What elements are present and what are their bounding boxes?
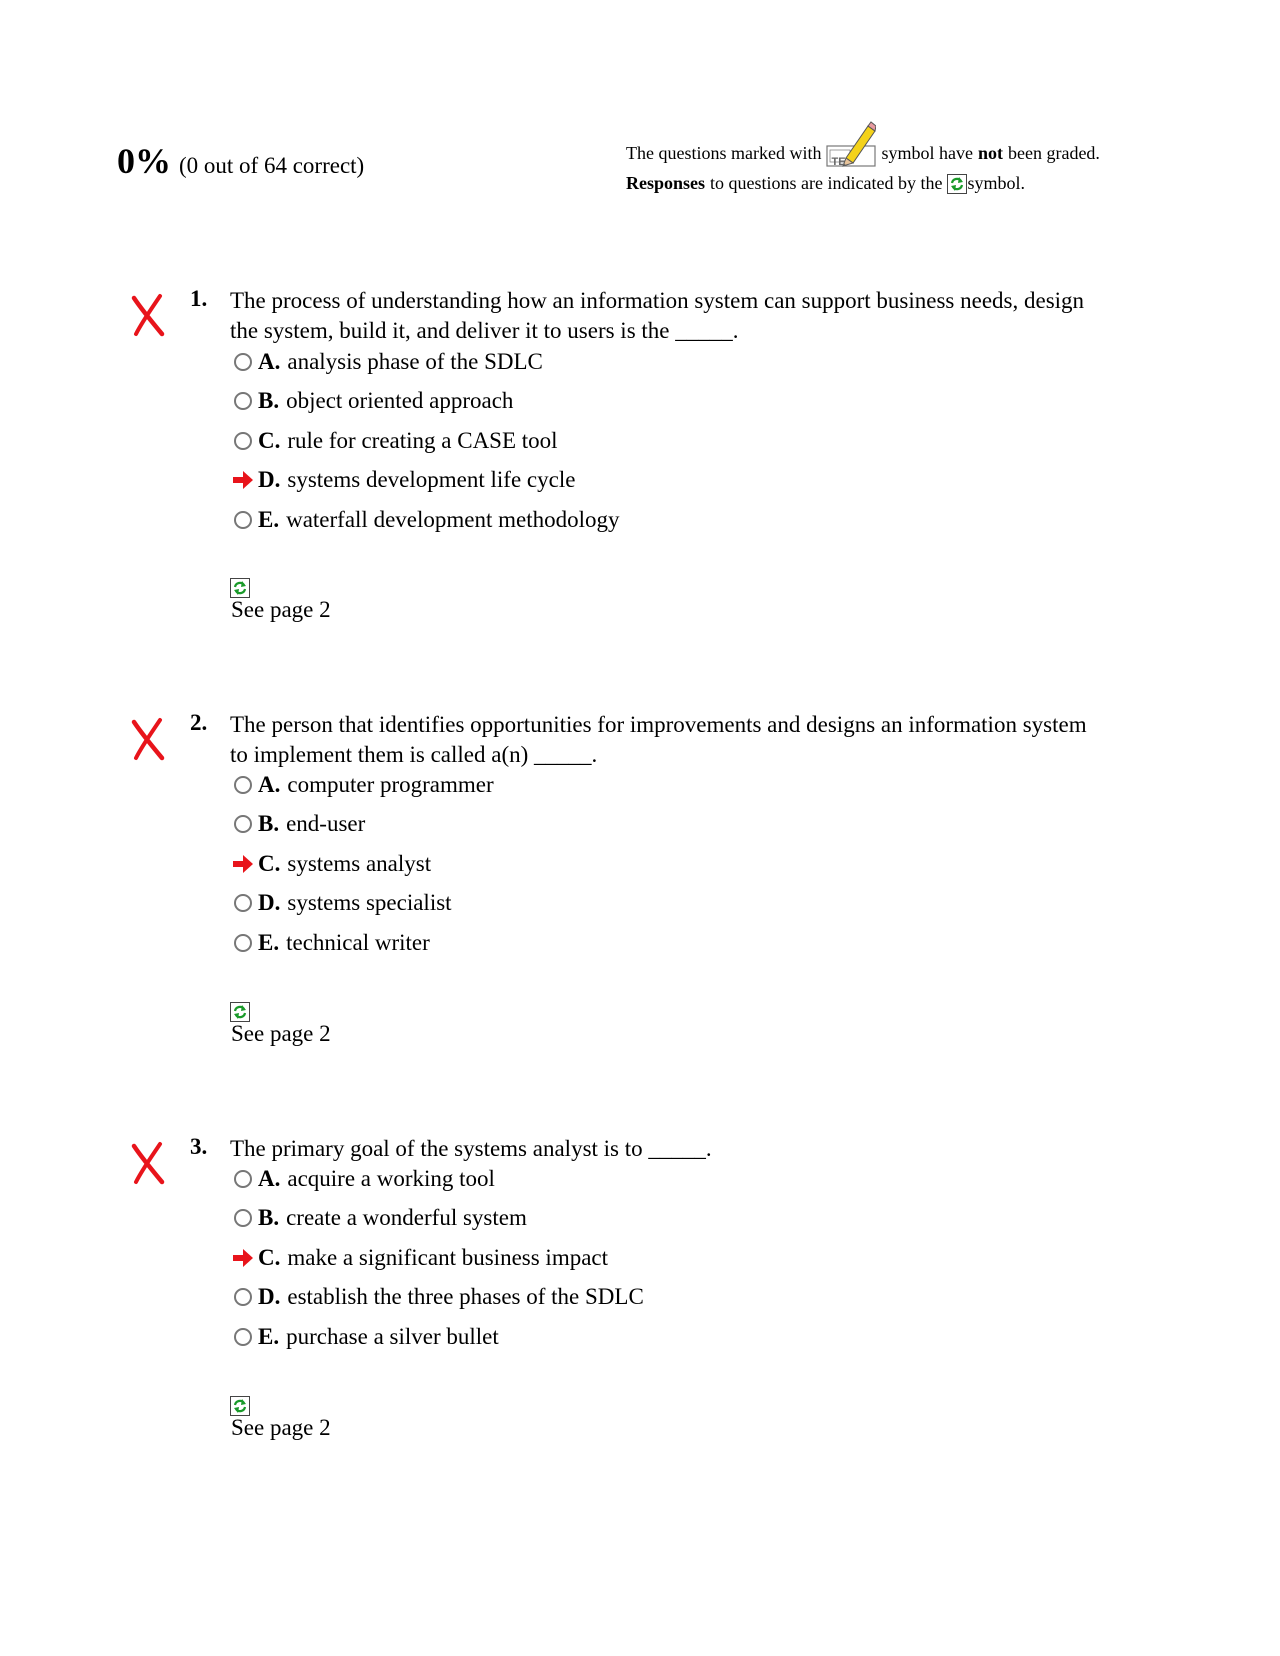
legend-line-ungraded xyxy=(626,120,1100,168)
radio-icon xyxy=(232,430,254,452)
wrong-x-icon xyxy=(128,292,168,338)
response-text: See page 2 xyxy=(231,597,331,622)
option-letter: C. xyxy=(258,1244,281,1270)
legend-text-bold: Responses xyxy=(626,173,706,193)
option-letter: D. xyxy=(258,890,281,916)
answer-option-e xyxy=(232,1317,644,1357)
response-icon xyxy=(230,1396,250,1416)
response-icon xyxy=(230,1002,250,1022)
answer-option-e xyxy=(232,923,494,963)
option-text: purchase a silver bullet xyxy=(286,1323,499,1349)
option-letter: E. xyxy=(258,506,280,532)
answer-options xyxy=(232,1159,644,1357)
answer-option-a xyxy=(232,1159,644,1199)
grading-legend xyxy=(626,120,1100,198)
arrow-right-icon xyxy=(232,853,254,875)
radio-icon xyxy=(232,509,254,531)
answer-option-d xyxy=(232,884,494,924)
answer-option-b xyxy=(232,805,494,845)
option-letter: D. xyxy=(258,467,281,493)
option-letter: C. xyxy=(258,427,281,453)
wrong-x-icon xyxy=(128,1140,168,1186)
radio-icon xyxy=(232,932,254,954)
option-text: acquire a working tool xyxy=(287,1165,495,1191)
legend-text: symbol have xyxy=(881,143,973,163)
option-text: computer programmer xyxy=(287,771,494,797)
answer-option-b xyxy=(232,1199,644,1239)
radio-icon xyxy=(232,390,254,412)
question-text: The process of understanding how an information system can support business needs, design the system, build it, and deliver it to users is the _____. xyxy=(230,288,1085,343)
option-text: object oriented approach xyxy=(286,388,514,414)
wrong-x-icon xyxy=(128,716,168,762)
option-letter: B. xyxy=(258,1205,280,1231)
arrow-right-icon xyxy=(232,1247,254,1269)
radio-icon xyxy=(232,1168,254,1190)
answer-options xyxy=(232,765,494,963)
option-text: end-user xyxy=(286,811,366,837)
question-text: The primary goal of the systems analyst is to _____. xyxy=(230,1136,712,1161)
pencil-icon xyxy=(826,120,876,168)
response-icon xyxy=(947,174,967,194)
option-text: technical writer xyxy=(286,929,430,955)
question-number: 3. xyxy=(190,1134,208,1159)
legend-text: been graded. xyxy=(1007,143,1100,163)
answer-option-d xyxy=(232,461,620,501)
response-text: See page 2 xyxy=(231,1021,331,1046)
answer-option-a xyxy=(232,342,620,382)
legend-text: to questions are indicated by the xyxy=(710,173,943,193)
score-summary xyxy=(117,140,364,182)
answer-option-d xyxy=(232,1278,644,1318)
option-text: systems specialist xyxy=(287,890,452,916)
option-text: make a significant business impact xyxy=(287,1244,609,1270)
legend-text: symbol. xyxy=(967,173,1025,193)
answer-option-c xyxy=(232,1238,644,1278)
radio-icon xyxy=(232,813,254,835)
radio-icon xyxy=(232,892,254,914)
legend-line-responses xyxy=(626,168,1100,198)
answer-option-c xyxy=(232,421,620,461)
legend-text-bold: not xyxy=(977,143,1003,163)
option-letter: E. xyxy=(258,1323,280,1349)
option-text: establish the three phases of the SDLC xyxy=(287,1284,644,1310)
option-letter: C. xyxy=(258,850,281,876)
option-letter: A. xyxy=(258,771,281,797)
legend-text: The questions marked with xyxy=(626,143,822,163)
option-text: waterfall development methodology xyxy=(286,506,620,532)
radio-icon xyxy=(232,1286,254,1308)
question-text: The person that identifies opportunities for improvements and designs an information system to implement them is called a(n) _____. xyxy=(230,712,1087,767)
option-text: systems analyst xyxy=(287,850,432,876)
option-letter: A. xyxy=(258,348,281,374)
option-letter: D. xyxy=(258,1284,281,1310)
response-icon xyxy=(230,578,250,598)
radio-icon xyxy=(232,774,254,796)
radio-icon xyxy=(232,1326,254,1348)
score-count: (0 out of 64 correct) xyxy=(179,153,365,178)
answer-option-c xyxy=(232,844,494,884)
option-letter: E. xyxy=(258,929,280,955)
radio-icon xyxy=(232,351,254,373)
answer-option-a xyxy=(232,765,494,805)
option-letter: A. xyxy=(258,1165,281,1191)
response-text: See page 2 xyxy=(231,1415,331,1440)
option-text: create a wonderful system xyxy=(286,1205,527,1231)
answer-option-e xyxy=(232,500,620,540)
option-letter: B. xyxy=(258,811,280,837)
answer-options xyxy=(232,342,620,540)
ungraded-icon-label: TE xyxy=(831,156,846,168)
option-text: systems development life cycle xyxy=(287,467,576,493)
option-letter: B. xyxy=(258,388,280,414)
question-number: 2. xyxy=(190,710,208,735)
arrow-right-icon xyxy=(232,469,254,491)
answer-option-b xyxy=(232,382,620,422)
option-text: analysis phase of the SDLC xyxy=(287,348,543,374)
question-number: 1. xyxy=(190,286,208,311)
radio-icon xyxy=(232,1207,254,1229)
option-text: rule for creating a CASE tool xyxy=(287,427,558,453)
score-percent: 0% xyxy=(117,141,171,181)
